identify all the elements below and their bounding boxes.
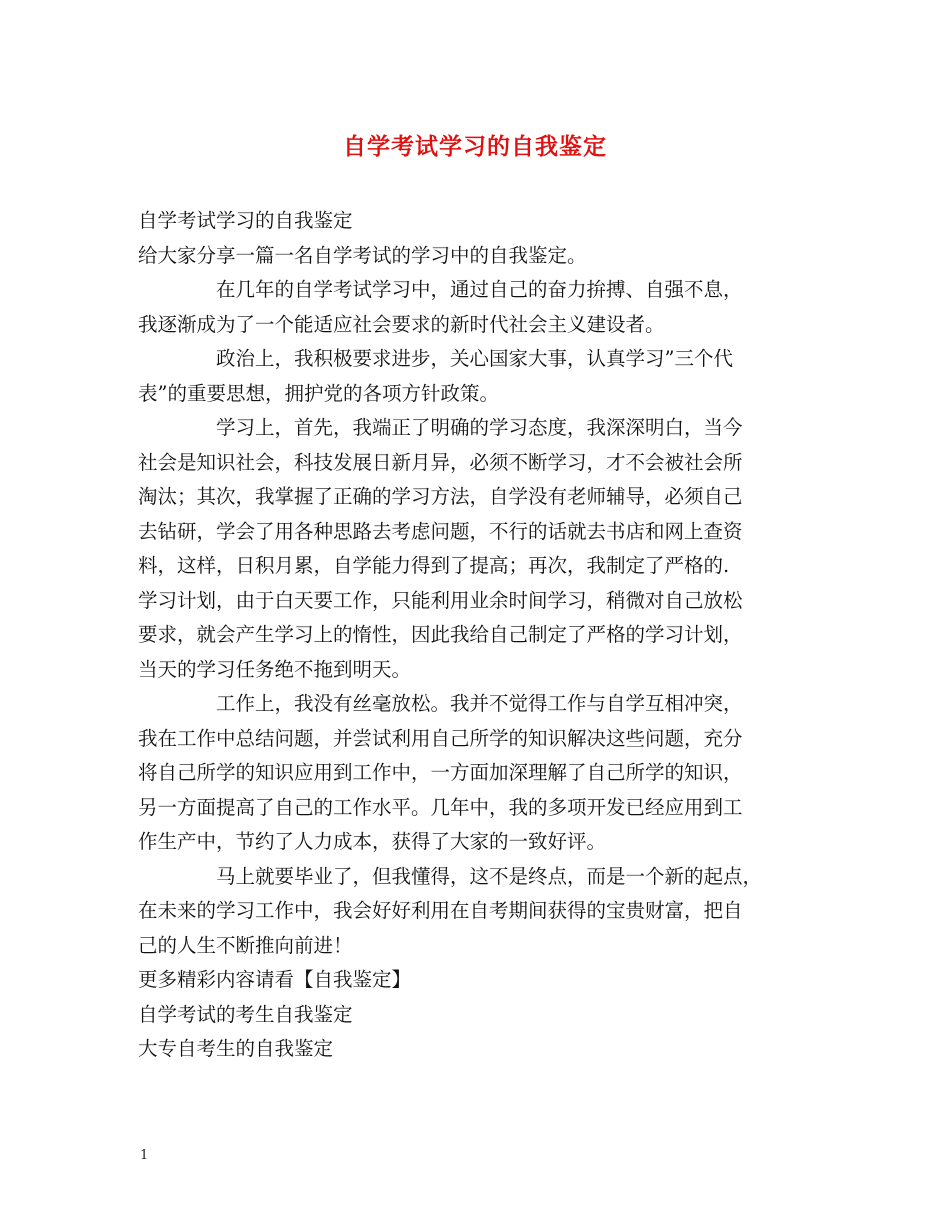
related-link-college-self-assessment[interactable]: 大专自考生的自我鉴定: [138, 1037, 334, 1060]
related-link-exam-self-assessment[interactable]: 自学考试的考生自我鉴定: [138, 1002, 353, 1026]
body-line: 社会是知识社会，科技发展日新月异，必须不断学习，才不会被社会所: [138, 450, 743, 474]
body-line-paragraph-start: 工作上，我没有丝毫放松。我并不觉得工作与自学互相冲突，: [216, 692, 743, 715]
related-link-more[interactable]: 更多精彩内容请看【自我鉴定】: [138, 968, 412, 991]
body-line: 学习计划，由于白天要工作，只能利用业余时间学习，稍微对自己放松: [138, 588, 743, 612]
body-line-paragraph-start: 政治上，我积极要求进步，关心国家大事，认真学习”三个代: [216, 347, 733, 370]
body-line: 淘汰；其次，我掌握了正确的学习方法，自学没有老师辅导，必须自己: [138, 485, 743, 508]
body-line: 去钻研，学会了用各种思路去考虑问题，不行的话就去书店和网上查资: [138, 519, 743, 543]
body-line: 我在工作中总结问题，并尝试利用自己所学的知识解决这些问题，充分: [138, 726, 743, 750]
page-number: 1: [140, 1148, 149, 1163]
document-title: 自学考试学习的自我鉴定: [343, 133, 607, 160]
body-line: 当天的学习任务绝不拖到明天。: [138, 657, 412, 681]
body-line-paragraph-start: 马上就要毕业了，但我懂得，这不是终点，而是一个新的起点，: [216, 864, 763, 888]
body-line: 在未来的学习工作中，我会好好利用在自考期间获得的宝贵财富，把自: [138, 899, 743, 922]
body-line: 作生产中，节约了人力成本，获得了大家的一致好评。: [138, 830, 607, 853]
body-line: 我逐渐成为了一个能适应社会要求的新时代社会主义建设者。: [138, 312, 665, 336]
body-line-intro: 给大家分享一篇一名自学考试的学习中的自我鉴定。: [138, 243, 587, 267]
document-body: [138, 204, 818, 1067]
body-line: 要求，就会产生学习上的惰性，因此我给自己制定了严格的学习计划，: [138, 623, 743, 646]
body-line-heading: 自学考试学习的自我鉴定: [138, 209, 353, 232]
body-line: 另一方面提高了自己的工作水平。几年中，我的多项开发已经应用到工: [138, 795, 743, 819]
body-line: 表”的重要思想，拥护党的各项方针政策。: [138, 381, 499, 405]
body-line-paragraph-start: 学习上，首先，我端正了明确的学习态度，我深深明白，当今: [216, 416, 743, 439]
body-line-paragraph-start: 在几年的自学考试学习中，通过自己的奋力拚搏、自强不息，: [216, 278, 743, 301]
body-line: 己的人生不断推向前进！: [138, 933, 353, 957]
body-line: 料，这样，日积月累，自学能力得到了提高；再次，我制定了严格的.: [138, 554, 730, 577]
body-line: 将自己所学的知识应用到工作中，一方面加深理解了自己所学的知识，: [138, 761, 743, 784]
